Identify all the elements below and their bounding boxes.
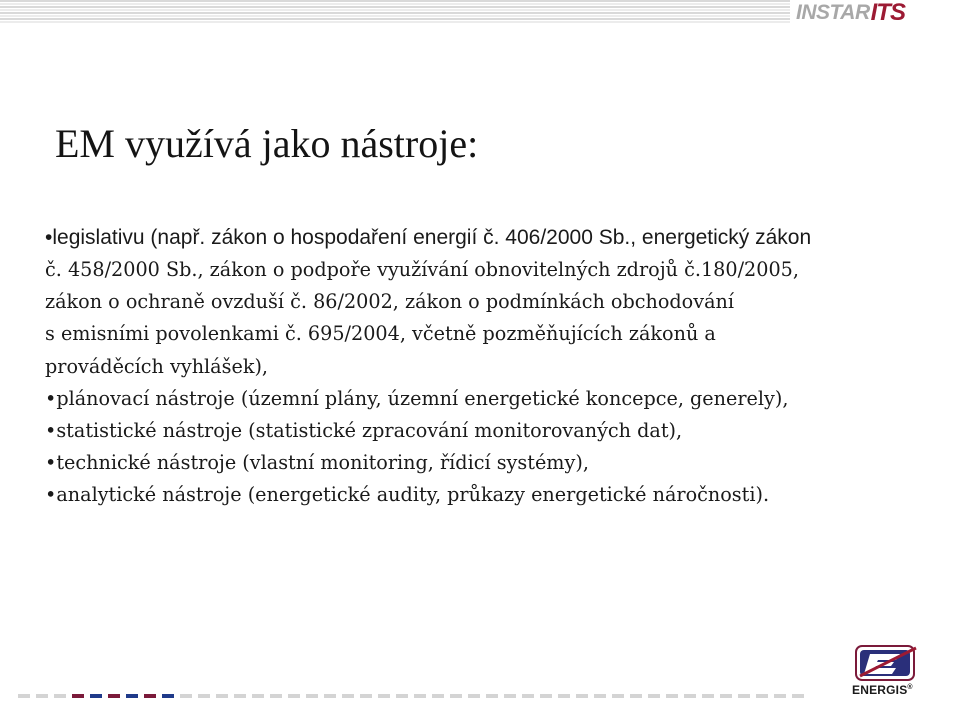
bullet-analytical-tools: •analytické nástroje (energetické audity, průkazy energetické náročnosti). xyxy=(45,483,770,507)
bullet-list xyxy=(45,222,925,512)
bullet-text: statistické nástroje (statistické zpracování monitorovaných dat), xyxy=(56,419,683,443)
header-stripes xyxy=(0,0,790,26)
instar-logo-text: INSTAR xyxy=(796,1,870,24)
footer-stripes xyxy=(18,694,844,700)
registered-mark: ® xyxy=(907,684,913,691)
bullet-text: analytické nástroje (energetické audity, průkazy energetické náročnosti). xyxy=(56,483,770,507)
its-logo-text: ITS xyxy=(870,0,905,26)
bullet-legislation-line-3: zákon o ochraně ovzduší č. 86/2002, zákon o podmínkách obchodování xyxy=(45,290,734,314)
bullet-legislation-line-4: s emisními povolenkami č. 695/2004, včetně pozměňujících zákonů a xyxy=(45,322,716,346)
bullet-text: plánovací nástroje (územní plány, územní energetické koncepce, generely), xyxy=(56,386,789,410)
bullet-text: technické nástroje (vlastní monitoring, řídicí systémy), xyxy=(56,451,589,475)
energis-logo-text xyxy=(852,683,913,697)
instar-its-logo xyxy=(796,0,954,26)
slide-title: EM využívá jako nástroje: xyxy=(55,121,479,166)
energis-logo xyxy=(846,642,930,702)
energis-name: ENERGIS xyxy=(852,683,908,697)
bullet-technical-tools: •technické nástroje (vlastní monitoring, řídicí systémy), xyxy=(45,451,589,475)
bullet-text: legislativu (např. zákon o hospodaření energií č. 406/2000 Sb., energetický zákon xyxy=(52,226,812,249)
bullet-legislation-line-2: č. 458/2000 Sb., zákon o podpoře využívání obnovitelných zdrojů č.180/2005, xyxy=(45,258,799,281)
bullet-statistical-tools: •statistické nástroje (statistické zpracování monitorovaných dat), xyxy=(45,419,683,443)
bullet-legislation-line-5: prováděcích vyhlášek), xyxy=(45,354,269,378)
bullet-legislation-line-1: •legislativu (např. zákon o hospodaření energií č. 406/2000 Sb., energetický zákon xyxy=(45,226,812,249)
bullet-planning-tools: •plánovací nástroje (územní plány, územní energetické koncepce, generely), xyxy=(45,386,789,410)
energis-e-icon xyxy=(846,642,930,684)
